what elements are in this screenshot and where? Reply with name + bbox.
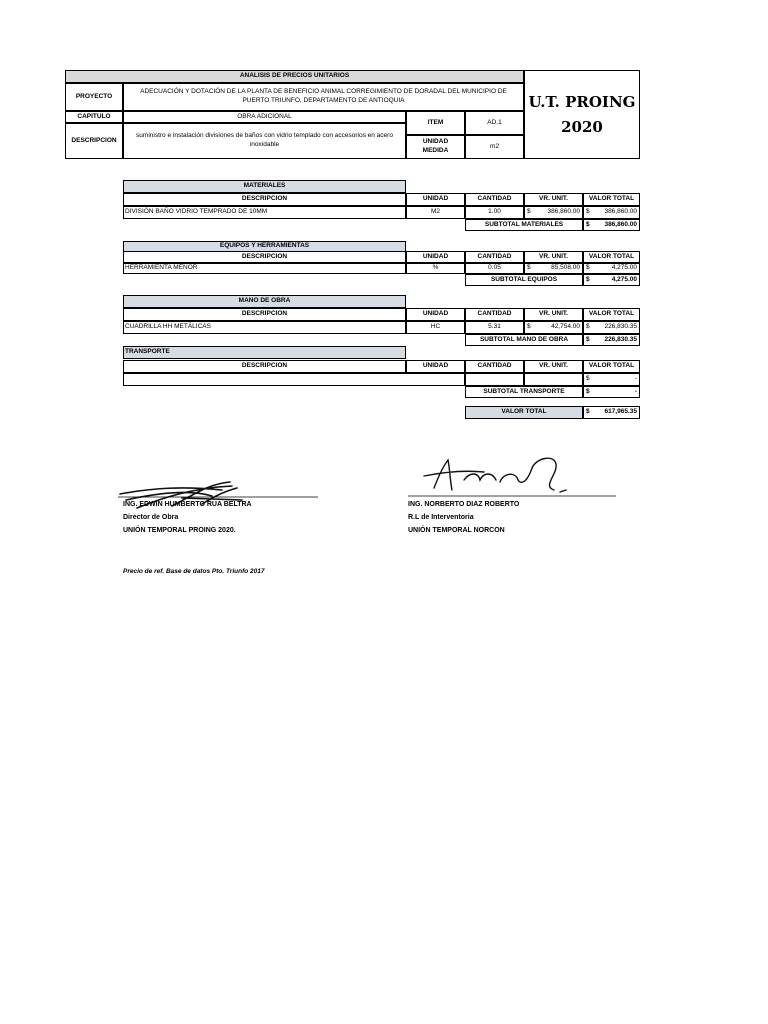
- currency-symbol: $: [586, 375, 590, 383]
- amount: 617,965.35: [604, 408, 637, 416]
- materiales-row-cantidad: 1.00: [465, 206, 524, 219]
- company-logo-box: [524, 70, 640, 159]
- mano-obra-subtotal-label: SUBTOTAL MANO DE OBRA: [465, 334, 583, 346]
- materiales-subtotal-label: SUBTOTAL MATERIALES: [465, 219, 583, 231]
- amount: 386,860.00: [604, 208, 637, 216]
- equipos-row-unidad: %: [406, 263, 465, 274]
- unidad-medida-value: m2: [465, 135, 524, 159]
- valor-total-label: VALOR TOTAL: [465, 406, 583, 419]
- col-valor-total: VALOR TOTAL: [583, 360, 640, 373]
- col-cantidad: CANTIDAD: [465, 308, 524, 321]
- item-value: AD.1: [465, 111, 524, 135]
- col-vr-unit: VR. UNIT.: [524, 193, 583, 206]
- equipos-row-cantidad: 0.05: [465, 263, 524, 274]
- mano-obra-title: MANO DE OBRA: [123, 295, 406, 308]
- materiales-row-descripcion: DIVISIÓN BAÑO VIDRIO TEMPRADO DE 10MM: [123, 206, 406, 219]
- currency-symbol: $: [586, 408, 590, 416]
- logo-line1: U.T. PROING: [528, 93, 636, 112]
- transporte-title: TRANSPORTE: [123, 346, 406, 359]
- col-unidad: UNIDAD: [406, 360, 465, 373]
- col-unidad: UNIDAD: [406, 308, 465, 321]
- signature-scribble-right: [404, 450, 619, 500]
- amount: 85,508.00: [551, 264, 580, 272]
- col-vr-unit: VR. UNIT.: [524, 251, 583, 263]
- currency-symbol: $: [527, 264, 531, 272]
- transporte-row-valor-total: [583, 373, 640, 386]
- materiales-row-vr-unit: [524, 206, 583, 219]
- col-descripcion: DESCRIPCION: [123, 360, 406, 373]
- equipos-row-vr-unit: [524, 263, 583, 274]
- logo-line2: 2020: [561, 117, 603, 136]
- materiales-row-unidad: M2: [406, 206, 465, 219]
- mano-obra-row-cantidad: 5.31: [465, 321, 524, 334]
- descripcion-label: DESCRIPCION: [65, 123, 123, 159]
- proyecto-label: PROYECTO: [65, 83, 123, 111]
- valor-total-value: [583, 406, 640, 419]
- col-vr-unit: VR. UNIT.: [524, 308, 583, 321]
- col-unidad: UNIDAD: [406, 251, 465, 263]
- signature-right-org: UNIÓN TEMPORAL NORCON: [408, 527, 505, 534]
- currency-symbol: $: [586, 323, 590, 331]
- signature-left-org: UNIÓN TEMPORAL PROING 2020.: [123, 527, 236, 534]
- mano-obra-row-descripcion: CUADRILLA HH METÁLICAS: [123, 321, 406, 334]
- unidad-medida-label: UNIDAD MEDIDA: [406, 135, 465, 159]
- col-vr-unit: VR. UNIT.: [524, 360, 583, 373]
- col-unidad: UNIDAD: [406, 193, 465, 206]
- amount: 4,275.00: [611, 275, 637, 283]
- amount: -: [634, 387, 637, 395]
- signature-left-name: ING. EDWIN HUMBERTO RUA BELTRA: [123, 501, 252, 508]
- capitulo-label: CAPITULO: [65, 111, 123, 123]
- transporte-row-vr-unit: [524, 373, 583, 386]
- currency-symbol: $: [586, 387, 590, 395]
- equipos-row-valor-total: [583, 263, 640, 274]
- col-cantidad: CANTIDAD: [465, 193, 524, 206]
- amount: 226,830.35: [604, 335, 637, 343]
- currency-symbol: $: [586, 220, 590, 228]
- materiales-title: MATERIALES: [123, 180, 406, 193]
- col-descripcion: DESCRIPCION: [123, 251, 406, 263]
- equipos-title: EQUIPOS Y HERRAMIENTAS: [123, 241, 406, 252]
- currency-symbol: $: [586, 208, 590, 216]
- materiales-subtotal-value: [583, 219, 640, 231]
- materiales-row-valor-total: [583, 206, 640, 219]
- col-valor-total: VALOR TOTAL: [583, 251, 640, 263]
- transporte-subtotal-value: [583, 386, 640, 398]
- equipos-row-descripcion: HERRAMIENTA MENOR: [123, 263, 406, 274]
- amount: 386,860.00: [604, 220, 637, 228]
- col-valor-total: VALOR TOTAL: [583, 193, 640, 206]
- equipos-subtotal-value: [583, 274, 640, 286]
- transporte-subtotal-label: SUBTOTAL TRANSPORTE: [465, 386, 583, 398]
- capitulo-value: OBRA ADICIONAL: [123, 111, 406, 123]
- currency-symbol: $: [527, 208, 531, 216]
- signature-left-role: Director de Obra: [123, 514, 179, 521]
- col-descripcion: DESCRIPCION: [123, 193, 406, 206]
- mano-obra-row-unidad: HC: [406, 321, 465, 334]
- currency-symbol: $: [527, 323, 531, 331]
- descripcion-value: suministro e instalación divisiones de baños con vidrio templado con accesorios en acero inoxidable: [123, 123, 406, 159]
- transporte-row-empty: [123, 373, 465, 386]
- signature-right-role: R.L de Interventoria: [408, 514, 474, 521]
- item-label: ITEM: [406, 111, 465, 135]
- col-descripcion: DESCRIPCION: [123, 308, 406, 321]
- amount: 42,754.00: [551, 323, 580, 331]
- footnote: Precio de ref. Base de datos Pto. Triunfo 2017: [123, 568, 265, 575]
- mano-obra-row-valor-total: [583, 321, 640, 334]
- amount: 4,275.00: [611, 264, 637, 272]
- amount: 386,860.00: [547, 208, 580, 216]
- mano-obra-subtotal-value: [583, 334, 640, 346]
- currency-symbol: $: [586, 335, 590, 343]
- proyecto-value: ADECUACIÓN Y DOTACIÓN DE LA PLANTA DE BENEFICIO ANIMAL CORREGIMIENTO DE DORADAL DEL MUNICIPIO DE PUERTO TRIUNFO, DEPARTAMENTO DE ANTIOQUIA: [123, 83, 524, 111]
- transporte-row-cantidad: [465, 373, 524, 386]
- col-cantidad: CANTIDAD: [465, 251, 524, 263]
- amount: 226,830.35: [604, 323, 637, 331]
- mano-obra-row-vr-unit: [524, 321, 583, 334]
- col-valor-total: VALOR TOTAL: [583, 308, 640, 321]
- header-title: ANALISIS DE PRECIOS UNITARIOS: [65, 70, 524, 83]
- currency-symbol: $: [586, 275, 590, 283]
- amount: -: [634, 375, 637, 383]
- equipos-subtotal-label: SUBTOTAL EQUIPOS: [465, 274, 583, 286]
- currency-symbol: $: [586, 264, 590, 272]
- col-cantidad: CANTIDAD: [465, 360, 524, 373]
- signature-right-name: ING. NORBERTO DIAZ ROBERTO: [408, 501, 520, 508]
